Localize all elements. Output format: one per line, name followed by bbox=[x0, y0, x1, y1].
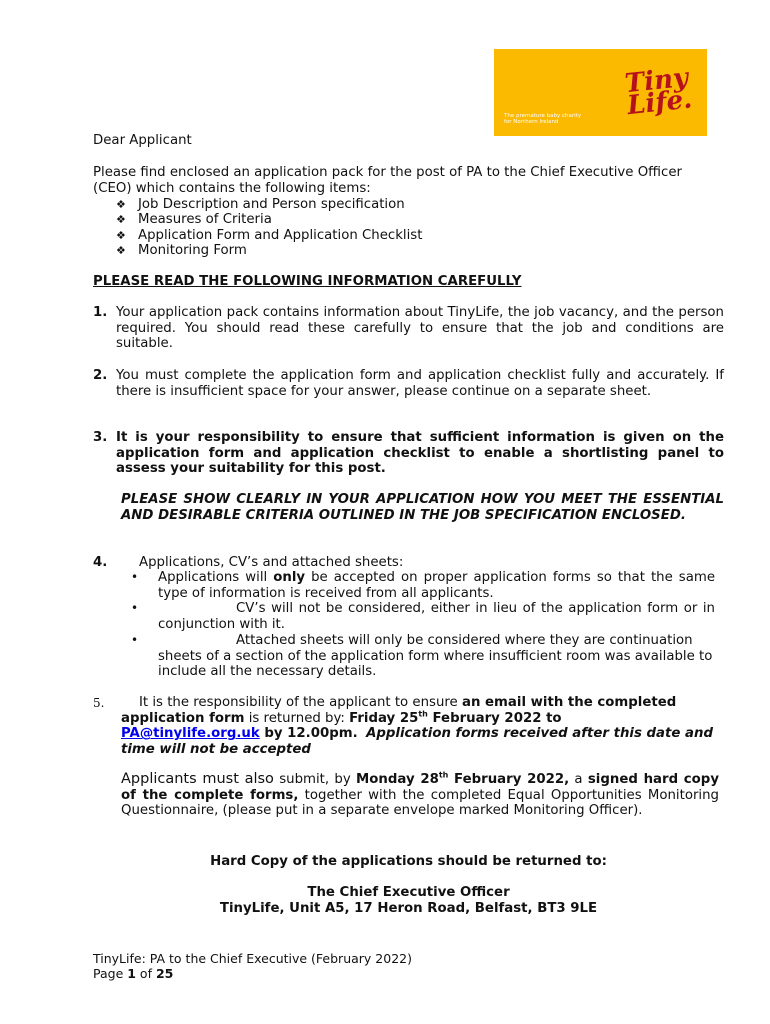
diamond-bullet-icon: ❖ bbox=[116, 198, 126, 211]
point-2-number: 2. bbox=[93, 368, 108, 383]
point-5-number: 5. bbox=[93, 696, 105, 710]
point-4-bullet-2: CV’s will not be considered, either in lieu of the application form or in conjunction with it. bbox=[158, 601, 715, 632]
point-1-text: Your application pack contains information about TinyLife, the job vacancy, and the person required. You should read these carefully to ensure that the job and conditions are suitable. bbox=[116, 305, 724, 352]
return-title: Hard Copy of the applications should be returned to: bbox=[210, 854, 607, 869]
list-item: ❖ Job Description and Person specification bbox=[116, 197, 405, 212]
logo-tagline: The premature baby charity for Northern Ireland bbox=[504, 113, 582, 125]
intro-line-2: (CEO) which contains the following items: bbox=[93, 181, 371, 196]
bullet-dot-icon: • bbox=[131, 601, 139, 615]
logo-brand: Tiny Life. bbox=[623, 62, 694, 122]
return-recipient: The Chief Executive Officer bbox=[307, 885, 510, 900]
point-4-number: 4. bbox=[93, 555, 108, 570]
bullet-dot-icon: • bbox=[131, 570, 139, 584]
point-4-bullet-3: Attached sheets will only be considered where they are continuation sheets of a section of the application form where insufficient room was available to include all the necessary details. bbox=[158, 633, 713, 680]
emphasis-note: PLEASE SHOW CLEARLY IN YOUR APPLICATION HOW YOU MEET THE ESSENTIAL AND DESIRABLE CRITERIA OUTLINED IN THE JOB SPECIFICATION ENCLOSED. bbox=[121, 492, 724, 523]
return-address: TinyLife, Unit A5, 17 Heron Road, Belfast, BT3 9LE bbox=[219, 901, 598, 916]
point-1-number: 1. bbox=[93, 305, 108, 320]
email-link[interactable]: PA@tinylife.org.uk bbox=[121, 726, 260, 742]
tinylife-logo bbox=[494, 49, 707, 136]
point-4-text: Applications, CV’s and attached sheets: bbox=[139, 555, 404, 570]
list-item: ❖ Application Form and Application Checklist bbox=[116, 228, 423, 243]
hardcopy-paragraph: Applicants must also submit, by Monday 28th February 2022, a signed hard copy of the complete forms, together with the completed Equal Opportunities Monitoring Questionnaire, (please put in a separate envelope marked Monitoring Officer). bbox=[121, 770, 719, 819]
diamond-bullet-icon: ❖ bbox=[116, 213, 126, 226]
bullet-dot-icon: • bbox=[131, 633, 139, 647]
diamond-bullet-icon: ❖ bbox=[116, 244, 126, 257]
point-3-number: 3. bbox=[93, 430, 108, 445]
footer-line: TinyLife: PA to the Chief Executive (February 2022) bbox=[93, 951, 412, 966]
diamond-bullet-icon: ❖ bbox=[116, 229, 126, 242]
intro-line-1: Please find enclosed an application pack for the post of PA to the Chief Executive Officer bbox=[93, 165, 682, 180]
point-2-text: You must complete the application form and application checklist fully and accurately. If there is insufficient space for your answer, please continue on a separate sheet. bbox=[116, 368, 724, 399]
section-heading: PLEASE READ THE FOLLOWING INFORMATION CAREFULLY bbox=[93, 274, 522, 289]
point-4-bullet-1: Applications will only be accepted on proper application forms so that the same type of information is received from all applicants. bbox=[158, 570, 715, 601]
greeting: Dear Applicant bbox=[93, 133, 192, 148]
point-5-text: It is the responsibility of the applicant to ensure an email with the completed application form is returned by: Friday 25th February 2022 to PA@tinylife.org.uk by 12.00pm. Application forms received after this date and time will not be accepted bbox=[121, 695, 713, 757]
list-item: ❖ Monitoring Form bbox=[116, 243, 247, 258]
page-number: Page 1 of 25 bbox=[93, 966, 174, 981]
list-item: ❖ Measures of Criteria bbox=[116, 212, 272, 227]
point-3-text: It is your responsibility to ensure that sufficient information is given on the application form and application checklist to enable a shortlisting panel to assess your suitability for this post. bbox=[116, 430, 724, 477]
